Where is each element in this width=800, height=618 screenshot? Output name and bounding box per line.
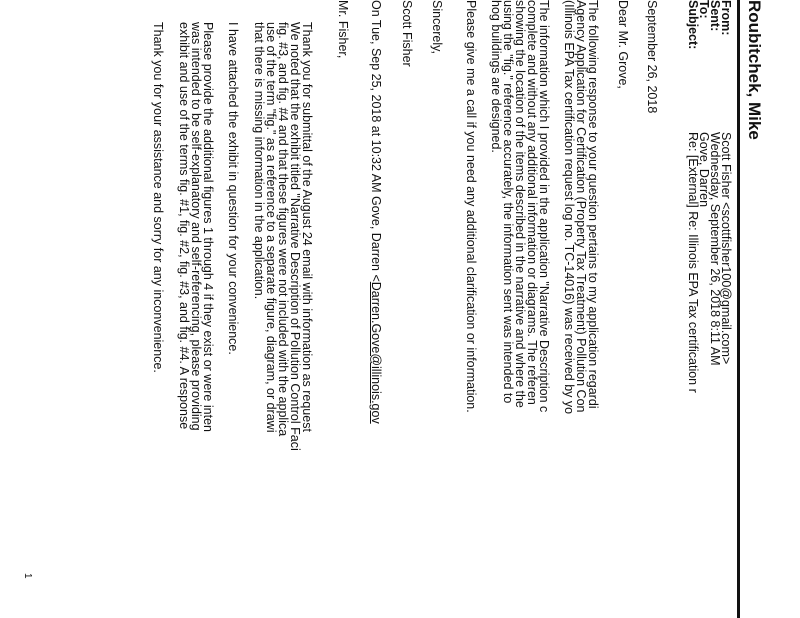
letter-closing: Sincerely,	[430, 0, 444, 54]
sent-label: Sent:	[708, 0, 722, 32]
quoted-paragraph-line: Thank you for your assistance and sorry for any inconvenience.	[151, 22, 165, 373]
paragraph-line: Agency Application for Certification (Property Tax Treatment) Pollution Con	[574, 0, 588, 413]
quoted-paragraph-line: Thank you for submittal of the August 24 email with information as request	[300, 22, 314, 432]
quoted-salutation: Mr. Fisher,	[336, 0, 350, 59]
from-label: From:	[719, 0, 733, 36]
quoted-paragraph-line: use of the term "fig." as a reference to a separate figure, diagram, or drawi	[264, 22, 278, 433]
paragraph-line: The information which I provided in the application "Narrative Description c	[537, 0, 551, 413]
letter-date: September 26, 2018	[645, 0, 659, 114]
paragraph-line: hog buildings are designed.	[489, 0, 503, 153]
letter-signature: Scott Fisher	[400, 0, 414, 67]
quoted-paragraph-line: Please provide the additional figures 1 through 4 if they exist or were inten	[201, 22, 215, 432]
to-label: To:	[697, 0, 711, 19]
quoted-paragraph-line: was intended to be self-explanatory and self-referencing, please providing	[189, 22, 203, 431]
page-number: 1	[22, 573, 33, 579]
letter-salutation: Dear Mr. Grove,	[616, 0, 630, 89]
sent-value: Wednesday, September 26, 2018 8:11 AM	[708, 132, 722, 366]
header-divider	[737, 0, 740, 618]
paragraph-line: Please give me a call if you need any additional clarification or information.	[464, 0, 478, 413]
quoted-paragraph-line: fig. #3, and fig. #4 and that these figures were not included with the applica	[276, 22, 290, 437]
to-value: Gove, Darren	[697, 132, 711, 208]
subject-value: Re: [External] Re: Illinois EPA Tax certification r	[686, 132, 700, 393]
quoted-paragraph-line: We noted that the exhibit titled "Narrative Description of Pollution Control Faci	[288, 22, 302, 451]
quoted-reply-header	[370, 0, 382, 424]
paragraph-line: (Illinois EPA Tax certification request log no. TC-14016) was received by yo	[562, 0, 576, 415]
subject-label: Subject:	[686, 0, 700, 50]
paragraph-line: complete and without any additional information or diagrams. The referen	[525, 0, 539, 405]
quoted-paragraph-line: I have attached the exhibit in question for your convenience.	[226, 22, 240, 355]
paragraph-line: using the "fig." reference accurately, the information sent was intended to	[501, 0, 515, 404]
quoted-paragraph-line: exhibit and use of the terms fig. #1, fig. #2, fig. #3, and fig. #4. A response	[177, 22, 191, 430]
quoted-paragraph-line: that there is missing information in the application.	[252, 22, 266, 300]
sender-name-heading: Roubitchek, Mike	[745, 0, 764, 140]
paragraph-line: showing the location of the items described in the narrative and where the	[513, 0, 527, 408]
paragraph-line: The following response to your question pertains to my application regardi	[586, 0, 600, 409]
quoted-email-link[interactable]: Darren.Gove@illinois.gov	[369, 281, 383, 424]
from-value: Scott Fisher <scottfisher100@gmail.com>	[719, 132, 733, 365]
quote-intro: On Tue, Sep 25, 2018 at 10:32 AM Gove, Darren <	[369, 0, 383, 282]
